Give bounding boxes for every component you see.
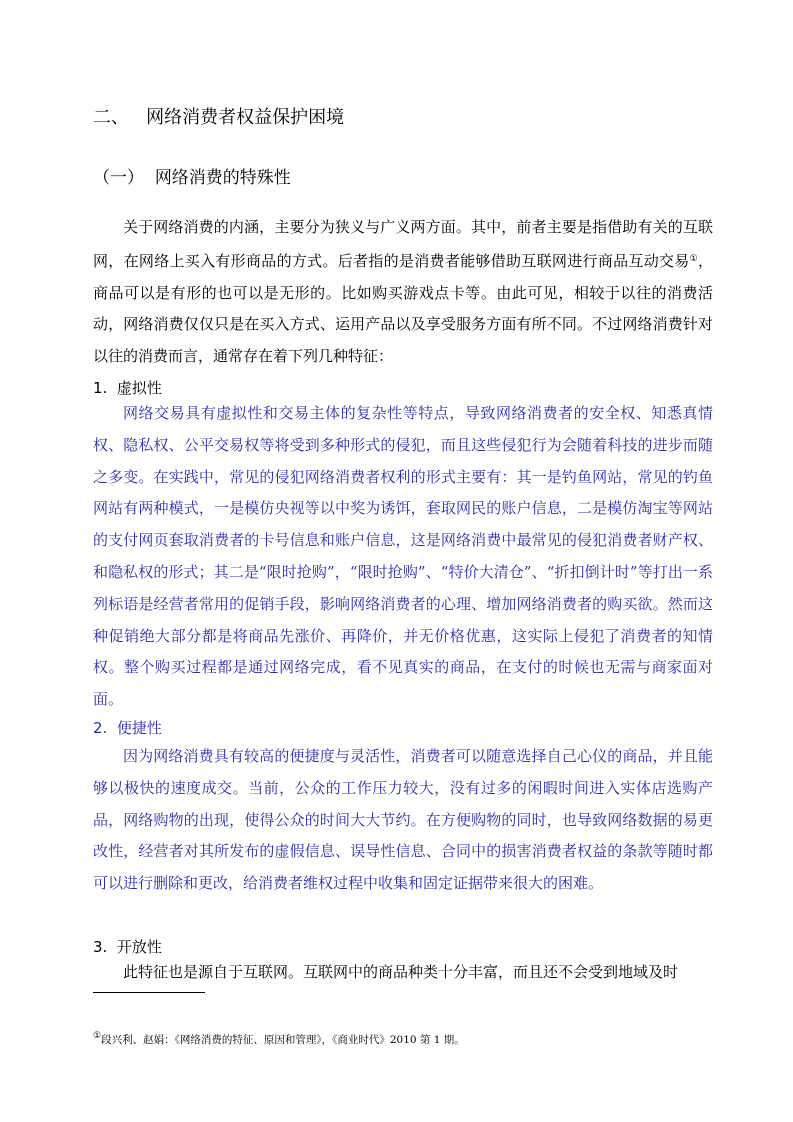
section-2-heading (93, 717, 162, 738)
section-1-number: 1. (93, 379, 108, 397)
section-2-number: 2. (93, 719, 108, 737)
section-heading (93, 103, 344, 129)
footnote (93, 1031, 465, 1047)
subsection-heading-title: 网络消费的特殊性 (154, 168, 291, 188)
subsection-heading (93, 163, 291, 188)
footnote-separator (93, 992, 205, 993)
subsection-heading-number: （一） (93, 168, 144, 188)
footnote-reference[interactable]: ① (689, 253, 698, 264)
footnote-text: 段兴利、赵娟：《网络消费的特征、原因和管理》，《商业时代》2010 第 1 期。 (101, 1034, 465, 1046)
section-3-heading (93, 936, 162, 957)
section-1-body: 网络交易具有虚拟性和交易主体的复杂性等特点，导致网络消费者的安全权、知悉真情权、隐私权、公平交易权等将受到多种形式的侵犯，而且这些侵犯行为会随着科技的进步而随之多变。在实践中，常见的侵犯网络消费者权利的形式主要有：其一是钓鱼网站，常见的钓鱼网站有两种模式，一是模仿央视等以中奖为诱饵，套取网民的账户信息，二是模仿淘宝等网站的支付网页套取消费者的卡号信息和账户信息，这是网络消费中最常见的侵犯消费者财产权、和隐私权的形式；其二是“限时抢购”，“限时抢购”、“特价大清仓”、“折扣倒计时”等打出一系列标语是经营者常用的促销手段，影响网络消费者的心理、增加网络消费者的购买欲。然而这种促销绝大部分都是将商品先涨价、再降价，并无价格优惠，这实际上侵犯了消费者的知情权。整个购买过程都是通过网络完成，看不见真实的商品，在支付的时候也无需与商家面对面。 (93, 404, 713, 709)
section-3-body: 此特征也是源自于互联网。互联网中的商品种类十分丰富，而且还不会受到地域及时 (123, 963, 679, 981)
intro-text-part1: 关于网络消费的内涵，主要分为狭义与广义两方面。其中，前者主要是指借助有关的互联网，在网络上买入有形商品的方式。后者指的是消费者能够借助互联网进行商品互动交易 (93, 218, 713, 270)
intro-text-part2: ，商品可以是有形的也可以是无形的。比如购买游戏点卡等。由此可见，相较于以往的消费活动，网络消费仅仅只是在买入方式、运用产品以及享受服务方面有所不同。不过网络消费针对以往的消费而言，通常存在着下列几种特征： (93, 251, 713, 366)
section-2-title: 便捷性 (116, 719, 162, 737)
section-heading-number: 二、 (93, 107, 129, 128)
section-3-title: 开放性 (116, 938, 162, 956)
section-1-title: 虚拟性 (116, 379, 162, 397)
section-3-number: 3. (93, 938, 108, 956)
footnote-mark: ① (93, 1031, 102, 1041)
intro-paragraph (93, 212, 713, 373)
section-1-heading (93, 377, 162, 398)
section-2-body: 因为网络消费具有较高的便捷度与灵活性，消费者可以随意选择自己心仪的商品，并且能够以极快的速度成交。当前，公众的工作压力较大，没有过多的闲暇时间进入实体店选购产品，网络购物的出现，使得公众的时间大大节约。在方便购物的同时，也导致网络数据的易更改性，经营者对其所发布的虚假信息、误导性信息、合同中的损害消费者权益的条款等随时都可以进行删除和更改，给消费者维权过程中收集和固定证据带来很大的困难。 (93, 747, 713, 893)
section-heading-title: 网络消费者权益保护困境 (146, 107, 345, 128)
